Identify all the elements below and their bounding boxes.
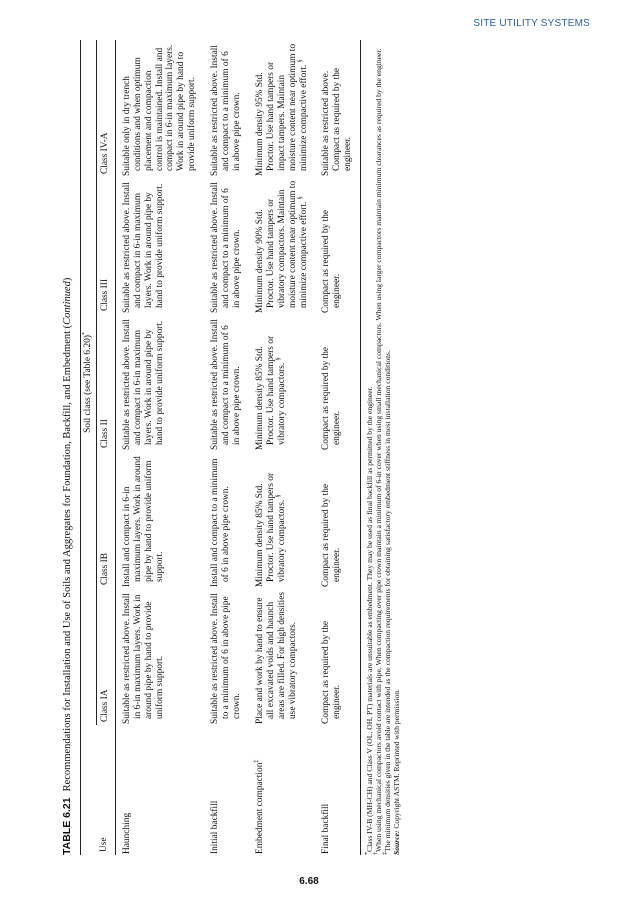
footnote: ‡The minimum densities given in the table are intended as the compaction requirements for obtaining satisfactory embedment stiffness in most installation conditions. [382,350,393,855]
cell-class-ib: Minimum density 85% Std. Proctor. Use hand tampers or vibratory compactors. § [254,472,287,587]
col-header-class-ii: Class II [96,314,115,451]
cell-class-ia: Suitable as restricted above. Install to a minimum of 6 in above pipe crown. [210,593,242,724]
caption-close: ) [62,277,73,282]
recommendations-table [80,40,361,855]
cell-class-ia: Suitable as restricted above. Install in 6-in maximum layers. Work in around pipe by hand to provide uniform support. [121,593,165,724]
cell-class-iii: Compact as required by the engineer. [315,177,360,314]
table-caption [60,40,80,855]
cell-class-iva: Suitable as restricted above. Compact as required by the engineer. [315,40,360,177]
header-spacer [81,725,97,855]
source-note: Source: Copyright ASTM. Reprinted with permission. [392,688,402,855]
cell-class-iii: Suitable as restricted above. Install and compact to a minimum of 6 in above pipe crown. [210,182,242,313]
row-use: Embedment compaction‡ [253,759,265,854]
col-header-class-iii: Class III [96,177,115,314]
cell-class-ib: Install and compact to a minimum of 6 in above pipe crown. [210,458,232,587]
cell-class-iii: Minimum density 90% Std. Proctor. Use hand tampers or vibratory compactors. Maintain moisture content near optimum to minimize compactive effort. § [254,180,309,313]
table-row [204,40,249,855]
cell-class-iva: Minimum density 95% Std. Proctor. Use hand tampers or impact tampers. Maintain moisture content near optimum to minimize compactive effort. § [254,43,309,176]
page-number: 6.68 [299,876,319,887]
col-header-class-iva: Class IV-A [96,40,115,177]
col-header-class-ib: Class IB [96,451,115,588]
caption-continued: Continued [62,281,73,325]
footnote: †When using mechanical compactors avoid contact with pipe. When compacting over pipe crown maintain a minimum of 6-in cover when using small mechanical compactors. When using larger compactors maintain minimum clearances as required by the engineer. [373,48,384,855]
cell-class-iva: Suitable as restricted above. Install and compact to a minimum of 6 in above pipe crown. [210,45,242,176]
soil-class-header: Soil class (see Table 6.20)* [81,40,97,725]
cell-class-ib: Install and compact in 6-in maximum layers. Work in around pipe by hand to provide uniform support. [121,456,165,587]
running-head: SITE UTILITY SYSTEMS [473,18,590,29]
table-row [115,40,204,855]
table-footnotes [365,40,401,855]
cell-class-ii: Suitable as restricted above. Install and compact to a minimum of 6 in above pipe crown. [210,319,242,450]
cell-class-iii: Suitable as restricted above. Install and compact in 6-in maximum layers. Work in around pipe by hand to provide uniform support. [121,182,165,313]
caption-text: Recommendations for Installation and Use of Soils and Aggregates for Foundation, Backfill, and Embedment ( [62,324,73,792]
table-number: TABLE 6.21 [61,797,73,855]
cell-class-iva: Suitable only in dry trench conditions and when optimum placement and compaction control is maintained. Install and compact in 6-in maximum layers. Work in around pipe by hand to provide uniform support. [121,44,198,176]
cell-class-ii: Minimum density 85% Std. Proctor. Use hand tampers or vibratory compactors. § [254,335,287,450]
cell-class-ib: Compact as required by the engineer. [315,451,360,588]
rotated-table-page [60,40,480,855]
row-use: Initial backfill [210,800,221,854]
row-use: Haunching [121,812,132,854]
cell-class-ia: Compact as required by the engineer. [315,588,360,725]
table-row [249,40,316,855]
col-header-use: Use [96,725,115,855]
cell-class-ii: Compact as required by the engineer. [315,314,360,451]
row-use: Final backfill [315,725,360,855]
cell-class-ii: Suitable as restricted above. Install and compact in 6-in maximum layers. Work in around pipe by hand to provide uniform support. [121,319,165,450]
col-header-class-ia: Class IA [96,588,115,725]
cell-class-ia: Place and work by hand to ensure all excavated voids and haunch areas are filled. For high densities use vibratory compactors. [254,591,298,724]
table-row [315,40,360,855]
footnote: *Class IV-B (MH-CH) and Class V (OL, OH, PT) materials are unsuitable as embedment. They may be used as final backfill as permitted by the engineer. [364,386,375,855]
